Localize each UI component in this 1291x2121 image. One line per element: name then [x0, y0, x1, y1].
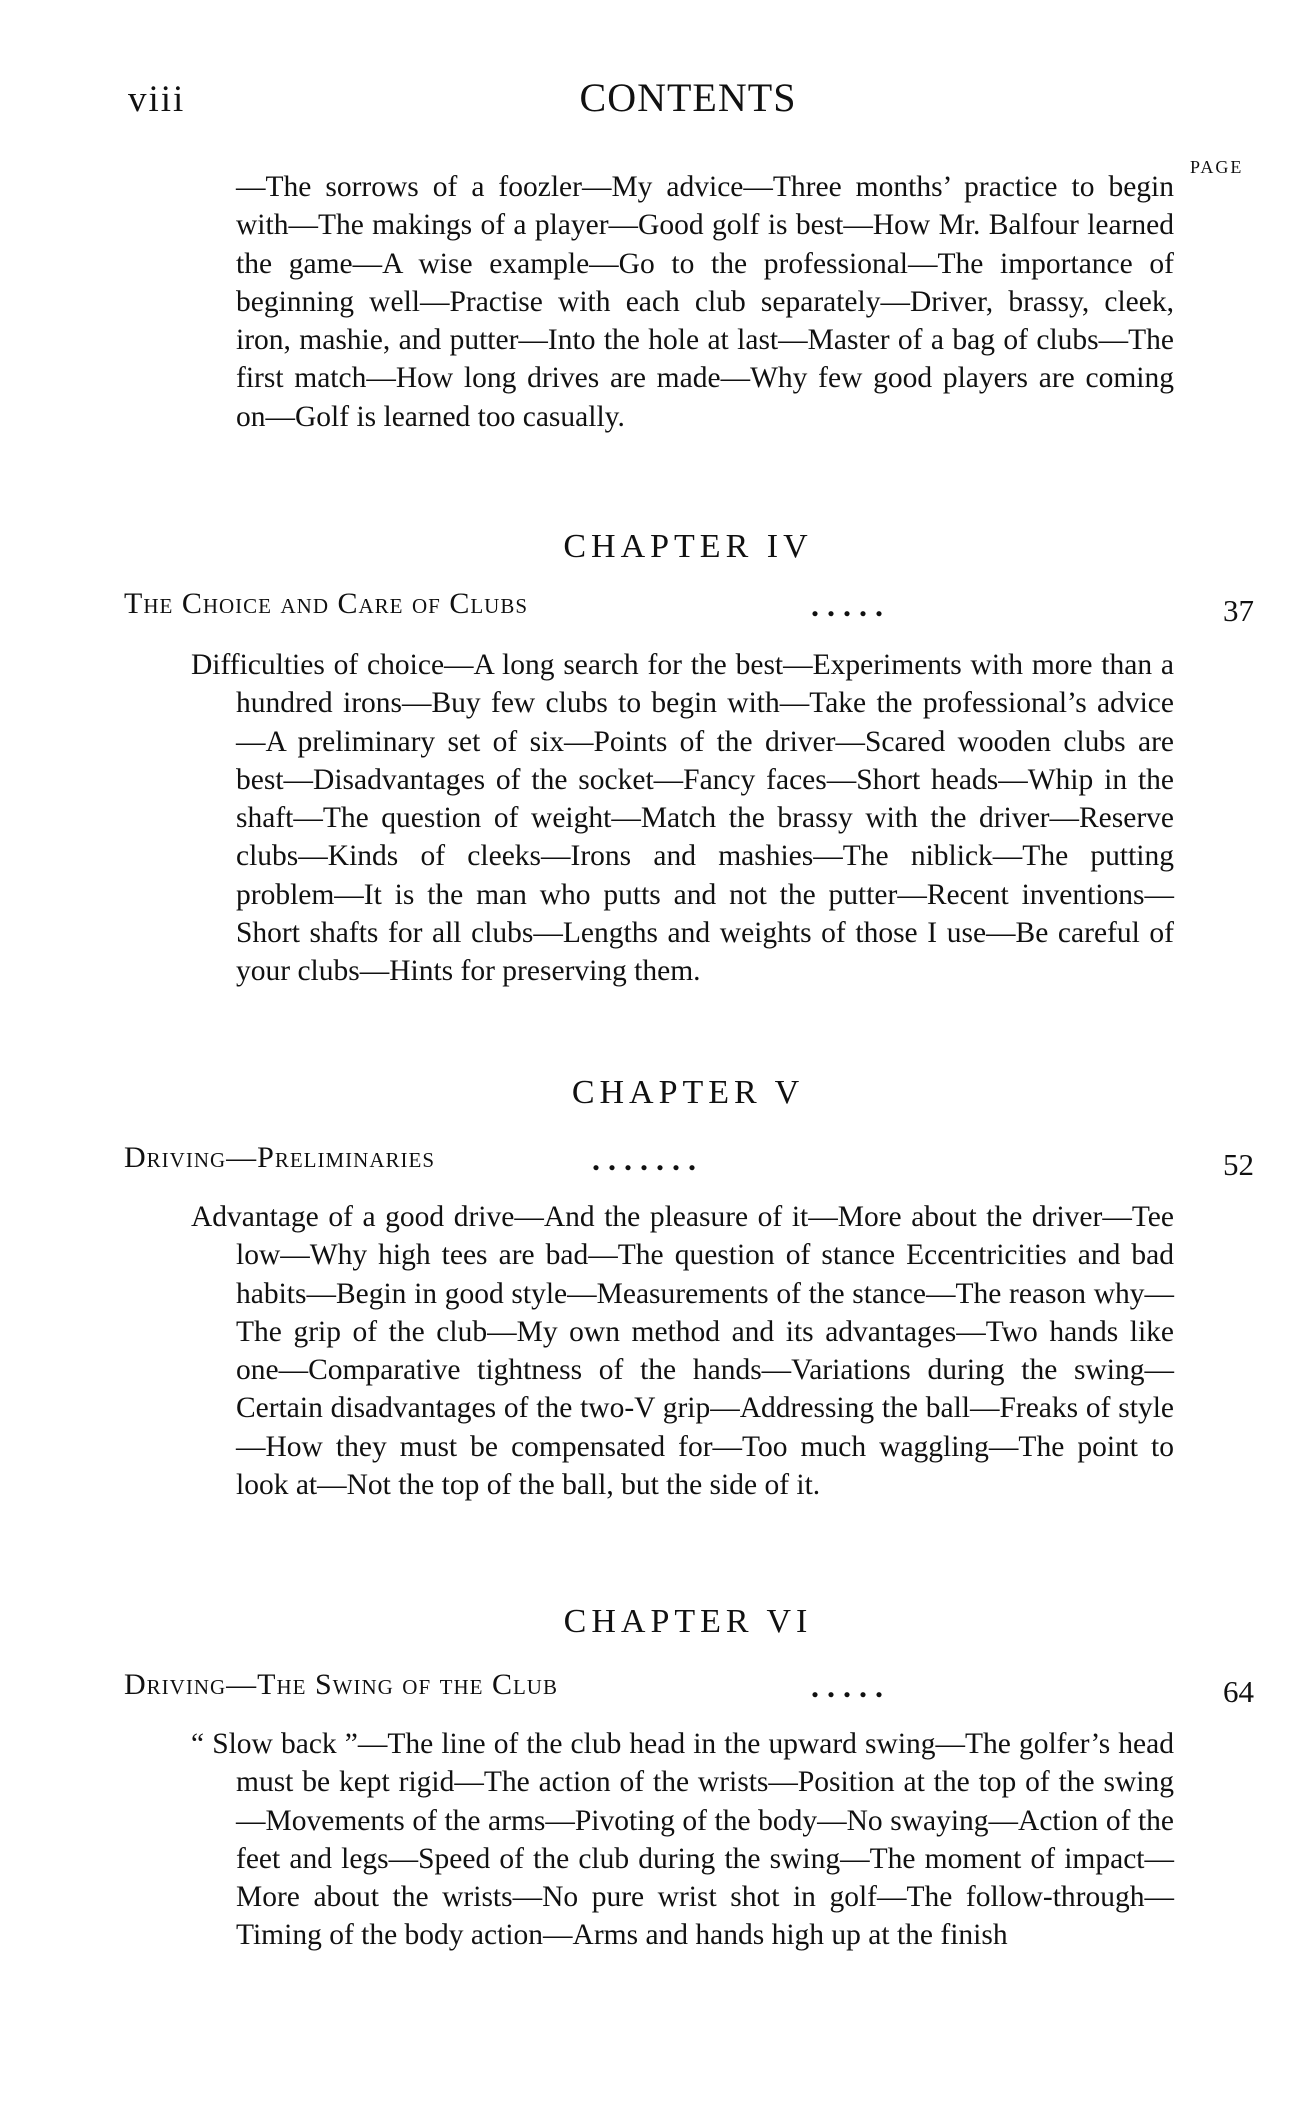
toc-entry-chapter-iv[interactable]: [124, 587, 1254, 627]
page-column-label: PAGE: [1190, 157, 1244, 177]
toc-entry-title: The Choice and Care of Clubs: [124, 587, 529, 620]
chapter-heading-vi: CHAPTER VI: [563, 1603, 813, 1640]
toc-entry-title: Driving—Preliminaries: [124, 1141, 435, 1174]
chapter-summary-vi: “ Slow back ”—The line of the club head in the upward swing—The golfer’s head must be kept rigid—The action of the wrists—Position at the top of the swing—Movements of the arms—Pivoting of the body—No swaying—Action of the feet and legs—Speed of the club during the swing—The moment of impact—More about the wrists—No pure wrist shot in golf—The follow-through—Timing of the body action—Arms and hands high up at the finish: [191, 1728, 1174, 1952]
page-folio: viii: [128, 79, 186, 120]
toc-leader-dots: . . . . . . .: [592, 1141, 696, 1177]
toc-leader-dots: . . . . .: [811, 1668, 883, 1704]
toc-page-number: 64: [1223, 1674, 1254, 1709]
chapter-summary-v: Advantage of a good drive—And the pleasure of it—More about the driver—Tee low—Why high tees are bad—The question of stance Eccentricities and bad habits—Begin in good style—Measurements of the stance—The reason why—The grip of the club—My own method and its advantages—Two hands like one—Comparative tightness of the hands—Variations during the swing—Certain disadvantages of the two-V grip—Addressing the ball—Freaks of style—How they must be compensated for—Too much waggling—The point to look at—Not the top of the ball, but the side of it.: [191, 1201, 1174, 1502]
toc-entry-chapter-v[interactable]: [124, 1141, 1254, 1181]
toc-entry-title: Driving—The Swing of the Club: [124, 1668, 558, 1701]
toc-leader-dots: . . . . .: [811, 587, 883, 623]
toc-page-number: 52: [1223, 1147, 1254, 1182]
intro-summary: —The sorrows of a foozler—My advice—Three months’ practice to begin with—The makings of a player—Good golf is best—How Mr. Balfour learned the game—A wise example—Go to the professional—The importance of beginning well—Practise with each club separately—Driver, brassy, cleek, iron, mashie, and putter—Into the hole at last—Master of a bag of clubs—The first match—How long drives are made—Why few good players are coming on—Golf is learned too casually.: [236, 171, 1174, 433]
toc-entry-chapter-vi[interactable]: [124, 1668, 1254, 1708]
running-head: CONTENTS: [579, 75, 797, 120]
toc-page-number: 37: [1223, 593, 1254, 628]
chapter-heading-v: CHAPTER V: [571, 1074, 805, 1111]
chapter-summary-iv: Difficulties of choice—A long search for the best—Experiments with more than a hundred irons—Buy few clubs to begin with—Take the professional’s advice—A preliminary set of six—Points of the driver—Scared wooden clubs are best—Disadvantages of the socket—Fancy faces—Short heads—Whip in the shaft—The question of weight—Match the brassy with the driver—Reserve clubs—Kinds of cleeks—Irons and mashies—The niblick—The putting problem—It is the man who putts and not the putter—Recent inventions—Short shafts for all clubs—Lengths and weights of those I use—Be careful of your clubs—Hints for preserving them.: [191, 649, 1174, 988]
chapter-heading-iv: CHAPTER IV: [563, 528, 813, 565]
